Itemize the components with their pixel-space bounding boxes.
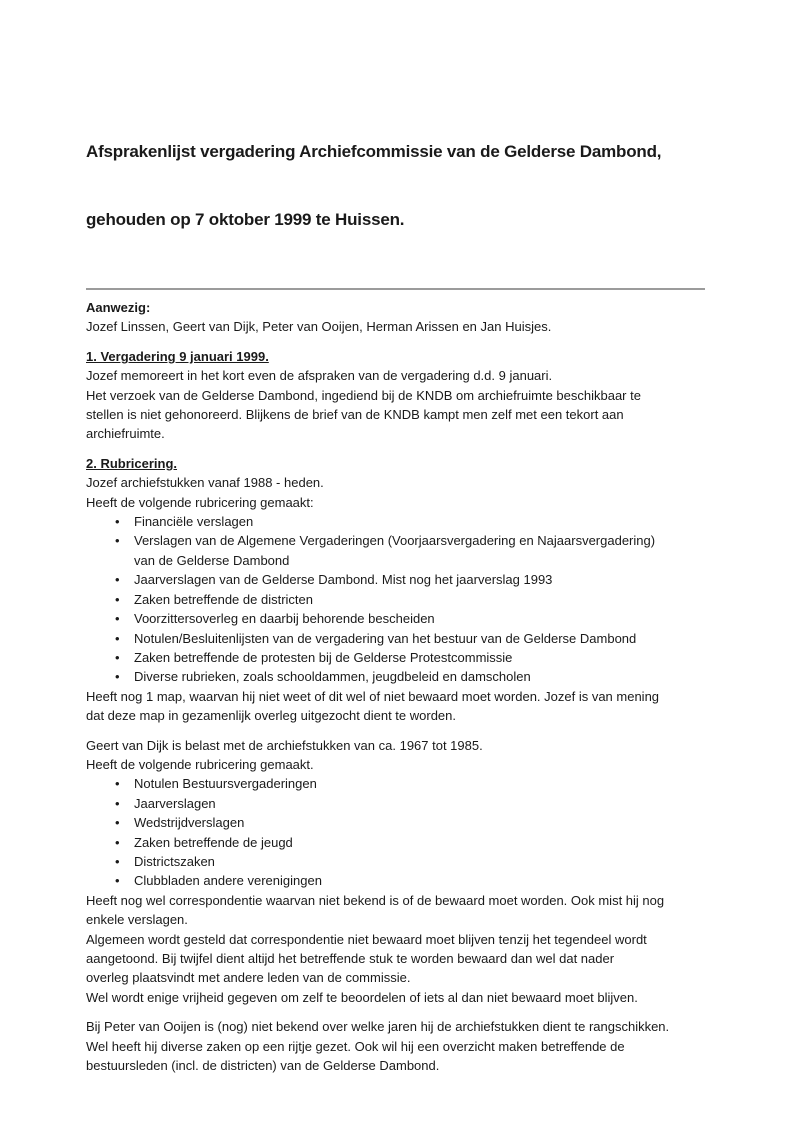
bullet-text bbox=[134, 667, 531, 686]
list-item bbox=[86, 629, 714, 648]
bullet-icon: • bbox=[115, 669, 120, 685]
bullet-icon: • bbox=[115, 649, 120, 665]
text-line: archiefruimte. bbox=[86, 426, 165, 442]
text-line: Jozef Linssen, Geert van Dijk, Peter van Ooijen, Herman Arissen en Jan Huisjes. bbox=[86, 319, 552, 335]
bullet-icon: • bbox=[115, 815, 120, 831]
list-item bbox=[86, 531, 714, 570]
bullet-icon: • bbox=[115, 572, 120, 588]
text-line: dat deze map in gezamenlijk overleg uitgezocht dient te worden. bbox=[86, 708, 456, 724]
text-line: Geert van Dijk is belast met de archiefstukken van ca. 1967 tot 1985. bbox=[86, 737, 483, 753]
text-line: Jaarverslagen bbox=[134, 795, 216, 811]
text-line: Zaken betreffende de districten bbox=[134, 591, 313, 607]
text-line: Districtszaken bbox=[134, 853, 215, 869]
bullet-icon: • bbox=[115, 630, 120, 646]
list-item bbox=[86, 871, 714, 890]
section-heading: 1. Vergadering 9 januari 1999. bbox=[86, 348, 269, 364]
text-line: bestuursleden (incl. de districten) van de Gelderse Dambond. bbox=[86, 1058, 440, 1074]
paragraph bbox=[86, 687, 714, 726]
paragraph bbox=[86, 891, 714, 1007]
text-line: Het verzoek van de Gelderse Dambond, ingediend bij de KNDB om archiefruimte beschikbaar te bbox=[86, 387, 641, 403]
document-body bbox=[86, 298, 714, 1075]
bullet-text bbox=[134, 531, 655, 570]
text-line: stellen is niet gehonoreerd. Blijkens de brief van de KNDB kampt men zelf met een tekort aan bbox=[86, 407, 624, 423]
horizontal-divider bbox=[86, 288, 705, 290]
text-line: van de Gelderse Dambond bbox=[134, 552, 290, 568]
text-line: aangetoond. Bij twijfel dient altijd het betreffende stuk te worden bewaard dan wel dat nader bbox=[86, 951, 615, 966]
text-line: Notulen/Besluitenlijsten van de vergadering van het bestuur van de Gelderse Dambond bbox=[134, 630, 637, 646]
list-item bbox=[86, 570, 714, 589]
paragraph-label: Aanwezig: bbox=[86, 300, 151, 315]
bullet-text bbox=[134, 590, 313, 609]
bullet-icon: • bbox=[115, 591, 120, 607]
list-item bbox=[86, 813, 714, 832]
list-item bbox=[86, 852, 714, 871]
list-item bbox=[86, 794, 714, 813]
list-item bbox=[86, 512, 714, 531]
paragraph bbox=[86, 317, 714, 336]
list-item bbox=[86, 774, 714, 793]
bullet-text bbox=[134, 813, 244, 832]
text-line: enkele verslagen. bbox=[86, 912, 188, 928]
text-line: Jozef memoreert in het kort even de afspraken van de vergadering d.d. 9 januari. bbox=[86, 368, 553, 384]
paragraph-gap bbox=[86, 726, 714, 736]
text-line: Bij Peter van Ooijen is (nog) niet bekend over welke jaren hij de archiefstukken dient te rangschikken. bbox=[86, 1019, 670, 1035]
bullet-text bbox=[134, 774, 317, 793]
list-item bbox=[86, 609, 714, 628]
bullet-text bbox=[134, 512, 253, 531]
title-line-2: gehouden op 7 oktober 1999 te Huissen. bbox=[86, 209, 405, 229]
text-line: Algemeen wordt gesteld dat correspondentie niet bewaard moet blijven tenzij het tegendeel wordt bbox=[86, 931, 647, 947]
paragraph bbox=[86, 473, 714, 512]
bullet-icon: • bbox=[115, 611, 120, 627]
text-line: Financiële verslagen bbox=[134, 514, 254, 530]
paragraph bbox=[86, 736, 714, 775]
list-item bbox=[86, 648, 714, 667]
document-content bbox=[86, 0, 714, 1075]
text-line: Heeft de volgende rubricering gemaakt: bbox=[86, 494, 314, 510]
text-line: Jozef archiefstukken vanaf 1988 - heden. bbox=[86, 475, 324, 491]
bullet-icon: • bbox=[115, 776, 120, 792]
text-line: Zaken betreffende de jeugd bbox=[134, 834, 293, 850]
paragraph-gap bbox=[86, 1007, 714, 1017]
bullet-list bbox=[86, 774, 714, 890]
text-line: Notulen Bestuursvergaderingen bbox=[134, 776, 317, 792]
bullet-icon: • bbox=[115, 514, 120, 530]
paragraph-gap bbox=[86, 444, 714, 454]
list-item bbox=[86, 590, 714, 609]
text-line: Heeft nog 1 map, waarvan hij niet weet of dit wel of niet bewaard moet worden. Jozef is van mening bbox=[86, 688, 660, 704]
bullet-text bbox=[134, 852, 215, 871]
bullet-text bbox=[134, 609, 435, 628]
bullet-text bbox=[134, 570, 552, 589]
bullet-list bbox=[86, 512, 714, 687]
section-heading: 2. Rubricering. bbox=[86, 455, 178, 471]
text-line: Jaarverslagen van de Gelderse Dambond. Mist nog het jaarverslag 1993 bbox=[134, 572, 553, 588]
bullet-text bbox=[134, 833, 293, 852]
bullet-icon: • bbox=[115, 873, 120, 889]
text-line: Heeft de volgende rubricering gemaakt. bbox=[86, 756, 314, 772]
bullet-icon: • bbox=[115, 795, 120, 811]
bullet-text bbox=[134, 629, 636, 648]
text-line: Wel wordt enige vrijheid gegeven om zelf te beoordelen of iets al dan niet bewaard moet blijven. bbox=[86, 989, 638, 1005]
text-line: Zaken betreffende de protesten bij de Gelderse Protestcommissie bbox=[134, 649, 513, 665]
bullet-icon: • bbox=[115, 853, 120, 869]
text-line: Wedstrijdverslagen bbox=[134, 815, 245, 831]
bullet-text bbox=[134, 648, 512, 667]
bullet-text bbox=[134, 871, 322, 890]
paragraph-gap bbox=[86, 337, 714, 347]
text-line: Voorzittersoverleg en daarbij behorende bescheiden bbox=[134, 611, 435, 627]
bullet-icon: • bbox=[115, 533, 120, 549]
text-line: Clubbladen andere verenigingen bbox=[134, 873, 322, 889]
document-title bbox=[86, 96, 714, 276]
bullet-icon: • bbox=[115, 834, 120, 850]
list-item bbox=[86, 667, 714, 686]
paragraph bbox=[86, 366, 714, 444]
list-item bbox=[86, 833, 714, 852]
text-line: overleg plaatsvindt met andere leden van de commissie. bbox=[86, 970, 411, 986]
text-line: Heeft nog wel correspondentie waarvan niet bekend is of de bewaard moet worden. Ook mist hij nog bbox=[86, 892, 665, 908]
text-line: Diverse rubrieken, zoals schooldammen, jeugdbeleid en damscholen bbox=[134, 669, 531, 685]
bullet-text bbox=[134, 794, 216, 813]
paragraph bbox=[86, 1017, 714, 1075]
text-line: Wel heeft hij diverse zaken op een rijtje gezet. Ook wil hij een overzicht maken betreffende de bbox=[86, 1038, 625, 1054]
text-line: Verslagen van de Algemene Vergaderingen (Voorjaarsvergadering en Najaarsvergadering) bbox=[134, 533, 656, 549]
title-line-1: Afsprakenlijst vergadering Archiefcommissie van de Gelderse Dambond, bbox=[86, 142, 662, 161]
